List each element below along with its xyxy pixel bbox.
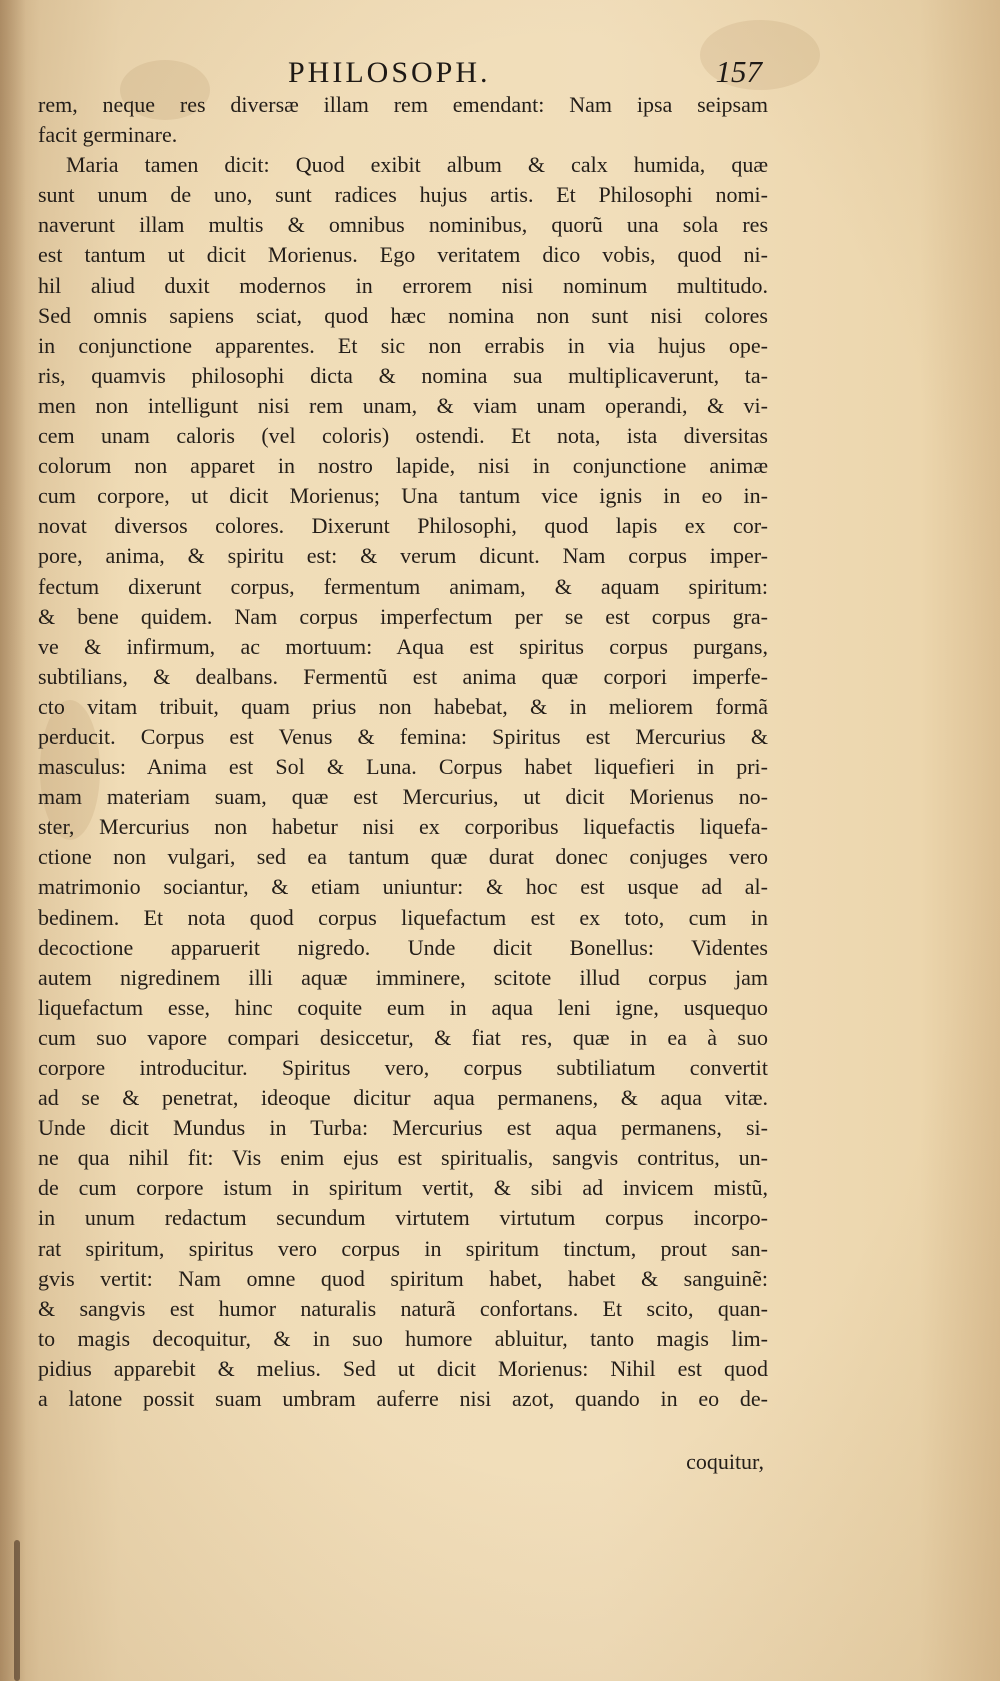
text-line: perducit. Corpus est Venus & femina: Spiritus est Mercurius & [38,723,768,749]
page-number: 157 [715,54,762,89]
text-line: to magis decoquitur, & in suo humore abluitur, tanto magis lim- [38,1325,768,1351]
text-line: men non intelligunt nisi rem unam, & viam unam operandi, & vi- [38,392,768,418]
text-line: pidius apparebit & melius. Sed ut dicit Morienus: Nihil est quod [38,1355,768,1381]
text-line: cum suo vapore compari desiccetur, & fiat res, quæ in ea à suo [38,1024,768,1050]
text-line: cum corpore, ut dicit Morienus; Una tantum vice ignis in eo in- [38,483,768,509]
text-line: matrimonio sociantur, & etiam uniuntur: & hoc est usque ad al- [38,874,768,900]
text-line: autem nigredinem illi aquæ imminere, scitote illud corpus jam [38,964,768,990]
text-line: pore, anima, & spiritu est: & verum dicunt. Nam corpus imper- [38,543,768,569]
text-line: hil aliud duxit modernos in errorem nisi nominum multitudo. [38,272,768,298]
text-line: ne qua nihil fit: Vis enim ejus est spiritualis, sangvis contritus, un- [38,1145,768,1171]
text-line: est tantum ut dicit Morienus. Ego veritatem dico vobis, quod ni- [38,242,768,268]
text-line: a latone possit suam umbram auferre nisi azot, quando in eo de- [38,1386,768,1412]
text-line: Maria tamen dicit: Quod exibit album & calx humida, quæ [66,152,768,178]
catchword: coquitur, [686,1449,764,1474]
text-line: mam materiam suam, quæ est Mercurius, ut dicit Morienus no- [38,784,768,810]
text-line: sunt unum de uno, sunt radices hujus artis. Et Philosophi nomi- [38,182,768,208]
text-line: rem, neque res diversæ illam rem emendant: Nam ipsa seipsam [38,92,768,117]
text-line: & sangvis est humor naturalis naturã confortans. Et scito, quan- [38,1295,768,1321]
text-line: ster, Mercurius non habetur nisi ex corporibus liquefactis liquefa- [38,814,768,840]
text-line: gvis vertit: Nam omne quod spiritum habet, habet & sanguinẽ: [38,1265,768,1291]
text-line: decoctione apparuerit nigredo. Unde dicit Bonellus: Videntes [38,934,768,960]
text-line: & bene quidem. Nam corpus imperfectum per se est corpus gra- [38,603,768,629]
text-line: de cum corpore istum in spiritum vertit, & sibi ad invicem mistũ, [38,1175,768,1201]
text-line: novat diversos colores. Dixerunt Philosophi, quod lapis ex cor- [38,513,768,539]
text-line: rat spiritum, spiritus vero corpus in spiritum tinctum, prout san- [38,1235,768,1261]
text-line: ctione non vulgari, sed ea tantum quæ durat donec conjuges vero [38,844,768,870]
spine-shadow [14,1540,20,1681]
text-line: fectum dixerunt corpus, fermentum animam, & aquam spiritum: [38,573,768,599]
text-line: bedinem. Et nota quod corpus liquefactum est ex toto, cum in [38,904,768,930]
text-line: colorum non apparet in nostro lapide, nisi in conjunctione animæ [38,453,768,479]
text-line: ris, quamvis philosophi dicta & nomina sua multiplicaverunt, ta- [38,362,768,388]
text-line: in unum redactum secundum virtutem virtutum corpus incorpo- [38,1205,768,1231]
running-head: PHILOSOPH. [288,56,491,89]
text-block [38,90,768,1414]
text-line: subtilians, & dealbans. Fermentũ est anima quæ corpori imperfe- [38,663,768,689]
text-line: liquefactum esse, hinc coquite eum in aqua leni igne, usquequo [38,994,768,1020]
text-line: naverunt illam multis & omnibus nominibus, quorũ una sola res [38,212,768,238]
text-line: cem unam caloris (vel coloris) ostendi. Et nota, ista diversitas [38,423,768,449]
text-line: ad se & penetrat, ideoque dicitur aqua permanens, & aqua vitæ. [38,1085,768,1111]
text-line: ve & infirmum, ac mortuum: Aqua est spiritus corpus purgans, [38,633,768,659]
page-edge-shadow [0,0,26,1681]
text-line: corpore introducitur. Spiritus vero, corpus subtiliatum convertit [38,1055,768,1080]
text-line: masculus: Anima est Sol & Luna. Corpus habet liquefieri in pri- [38,754,768,780]
text-line: in conjunctione apparentes. Et sic non errabis in via hujus ope- [38,332,768,358]
text-line: Sed omnis sapiens sciat, quod hæc nomina non sunt nisi colores [38,302,768,328]
text-line: Unde dicit Mundus in Turba: Mercurius est aqua permanens, si- [38,1115,768,1141]
text-line: cto vitam tribuit, quam prius non habebat, & in meliorem formã [38,693,768,719]
text-line: facit germinare. [38,122,178,148]
